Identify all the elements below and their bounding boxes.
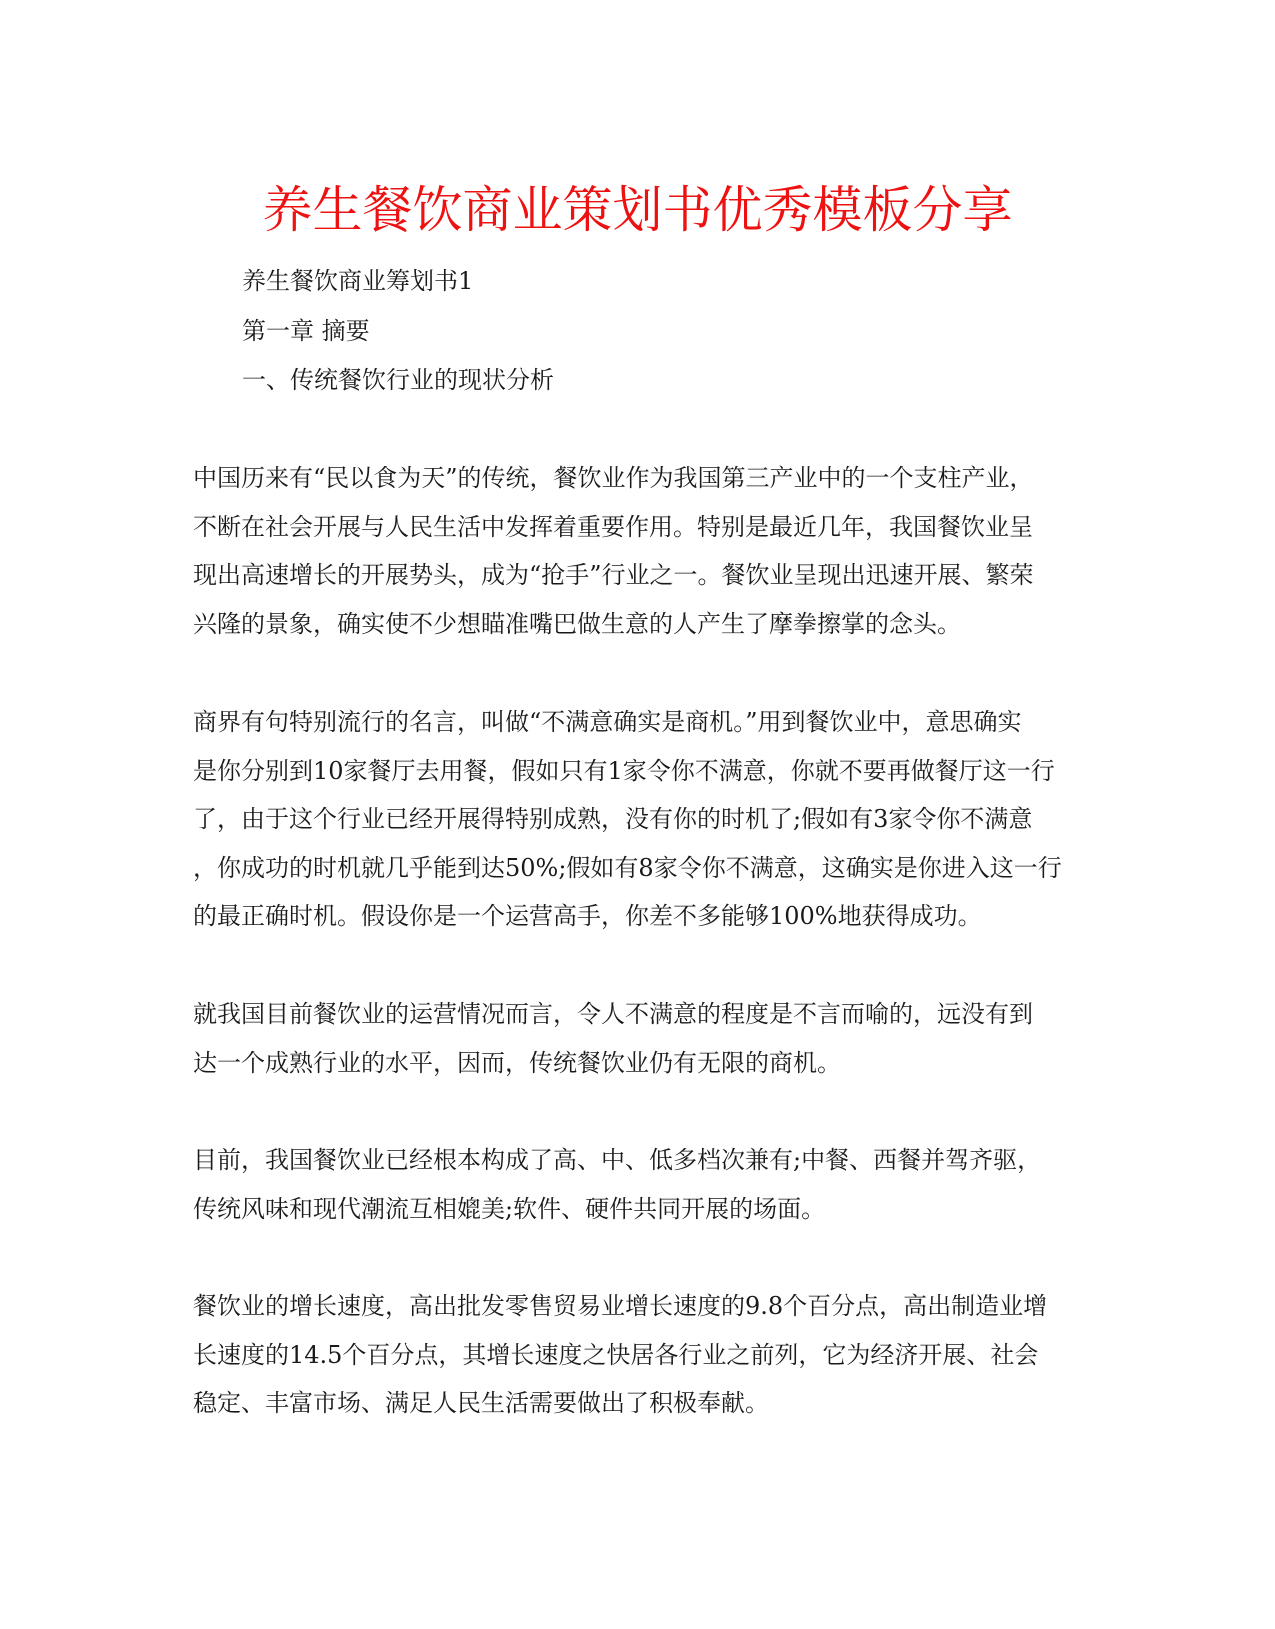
paragraph-3: [193, 990, 1083, 1087]
paragraph-line: 餐饮业的增长速度，高出批发零售贸易业增长速度的9.8个百分点，高出制造业增: [193, 1292, 1048, 1320]
paragraph-2: [193, 698, 1083, 941]
plan-subtitle: 养生餐饮商业筹划书1: [242, 267, 474, 295]
paragraph-line: 传统风味和现代潮流互相媲美;软件、硬件共同开展的场面。: [193, 1194, 826, 1223]
paragraph-line: 兴隆的景象，确实使不少想瞄准嘴巴做生意的人产生了摩拳擦掌的念头。: [193, 609, 961, 638]
paragraph-line: 达一个成熟行业的水平，因而，传统餐饮业仍有无限的商机。: [193, 1048, 841, 1077]
paragraph-line: 就我国目前餐饮业的运营情况而言，令人不满意的程度是不言而喻的，远没有到: [193, 1000, 1033, 1028]
section-heading: 一、传统餐饮行业的现状分析: [242, 366, 554, 394]
paragraph-line: 稳定、丰富市场、满足人民生活需要做出了积极奉献。: [193, 1389, 769, 1417]
paragraph-line: ，你成功的时机就几乎能到达50%;假如有8家令你不满意，这确实是你进入这一行: [193, 853, 1062, 882]
paragraph-4: [193, 1136, 1083, 1233]
chapter-heading: 第一章 摘要: [242, 317, 370, 345]
paragraph-line: 目前，我国餐饮业已经根本构成了高、中、低多档次兼有;中餐、西餐并驾齐驱，: [193, 1146, 1042, 1174]
paragraph-line: 的最正确时机。假设你是一个运营高手，你差不多能够100%地获得成功。: [193, 902, 982, 930]
paragraph-line: 中国历来有“民以食为天”的传统，餐饮业作为我国第三产业中的一个支柱产业，: [193, 464, 1034, 492]
paragraph-line: 现出高速增长的开展势头，成为“抢手”行业之一。餐饮业呈现出迅速开展、繁荣: [193, 561, 1034, 589]
document-title: 养生餐饮商业策划书优秀模板分享: [262, 181, 1013, 239]
paragraph-1: [193, 454, 1083, 648]
paragraph-line: 商界有句特别流行的名言，叫做“不满意确实是商机。”用到餐饮业中，意思确实: [193, 708, 1022, 736]
paragraph-line: 是你分别到10家餐厅去用餐，假如只有1家令你不满意，你就不要再做餐厅这一行: [193, 756, 1055, 785]
paragraph-5: [193, 1282, 1083, 1428]
paragraph-line: 了，由于这个行业已经开展得特别成熟，没有你的时机了;假如有3家令你不满意: [193, 805, 1033, 833]
paragraph-line: 不断在社会开展与人民生活中发挥着重要作用。特别是最近几年，我国餐饮业呈: [193, 512, 1033, 541]
paragraph-line: 长速度的14.5个百分点，其增长速度之快居各行业之前列，它为经济开展、社会: [193, 1340, 1039, 1369]
